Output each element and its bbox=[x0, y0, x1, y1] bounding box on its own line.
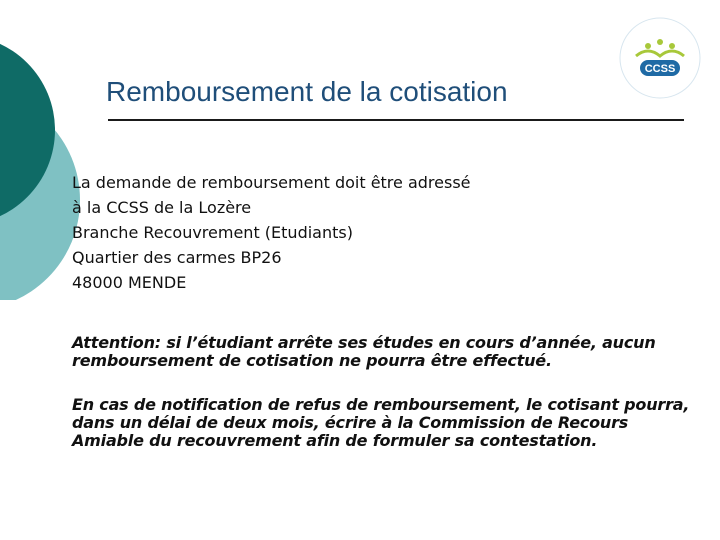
logo-figure-icon bbox=[669, 43, 675, 49]
attention-note: Attention: si l’étudiant arrête ses études en cours d’année, aucun remboursement de cotisation ne pourra être effectué. bbox=[72, 333, 656, 370]
address-line: Quartier des carmes BP26 bbox=[72, 248, 282, 267]
logo-figure-icon bbox=[645, 43, 651, 49]
address-line: à la CCSS de la Lozère bbox=[72, 198, 252, 217]
logo-text: CCSS bbox=[644, 63, 676, 75]
address-line: La demande de remboursement doit être adressé bbox=[72, 173, 471, 192]
slide-title: Remboursement de la cotisation bbox=[106, 76, 508, 107]
decorative-circles bbox=[0, 0, 80, 300]
title-divider bbox=[108, 119, 684, 121]
logo-figure-icon bbox=[657, 39, 663, 45]
ccss-logo bbox=[618, 16, 702, 100]
address-line: 48000 MENDE bbox=[72, 273, 187, 292]
refusal-note: En cas de notification de refus de remboursement, le cotisant pourra, dans un délai de deux mois, écrire à la Commission de Recours Amiable du recouvrement afin de formuler sa contestation. bbox=[72, 395, 690, 450]
address-line: Branche Recouvrement (Etudiants) bbox=[72, 223, 353, 242]
address-block bbox=[72, 170, 672, 295]
